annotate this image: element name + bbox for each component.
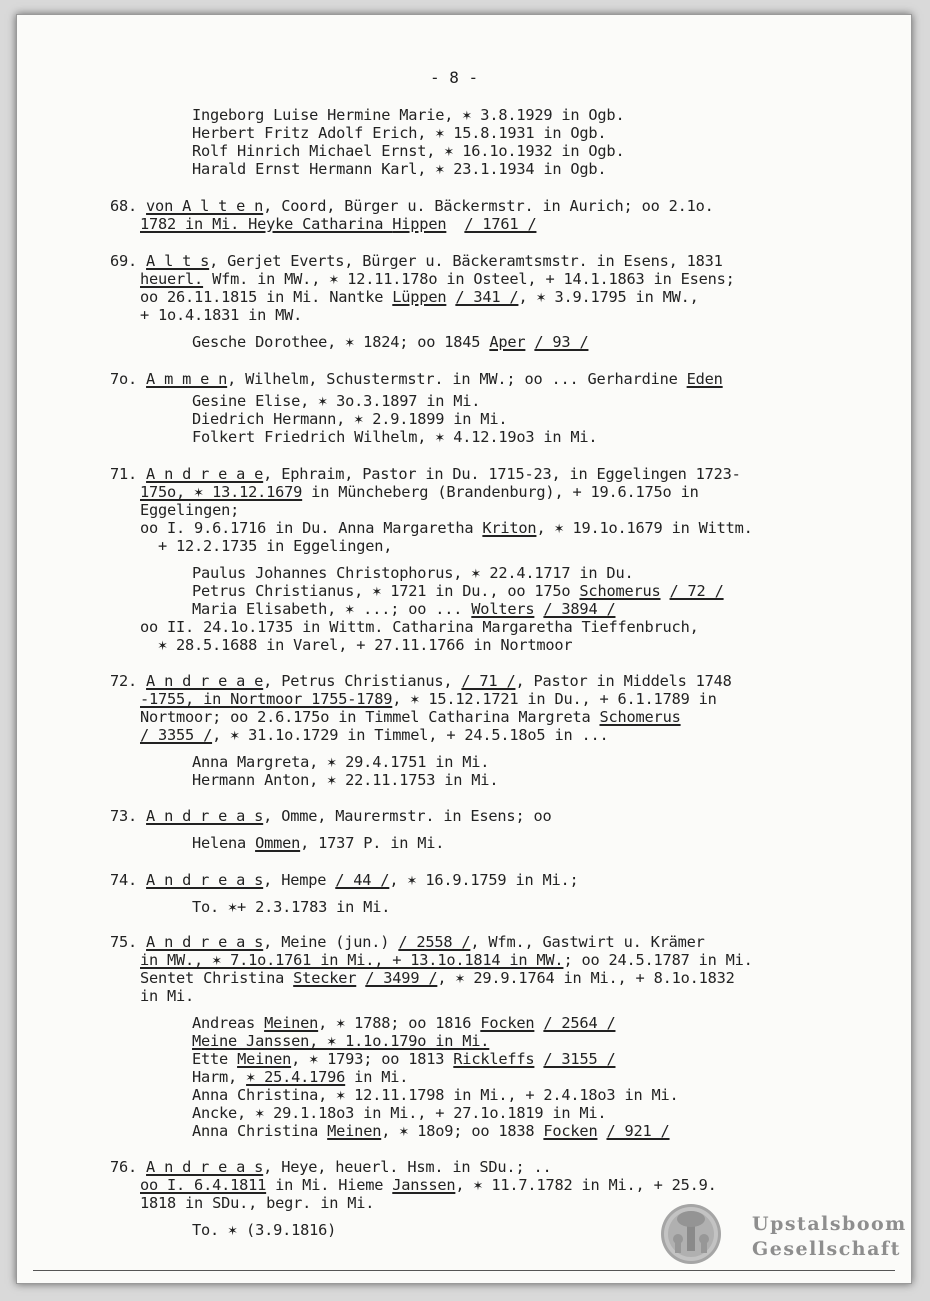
text-run xyxy=(661,582,670,600)
text-line-e76d xyxy=(192,1221,336,1239)
text-line-e73b xyxy=(192,834,444,852)
text-run: Herbert Fritz Adolf Erich, ✶ 15.8.1931 in Ogb. xyxy=(192,124,607,142)
text-run: , Wfm., Gastwirt u. Krämer xyxy=(470,933,705,951)
underlined-text: Aper xyxy=(489,333,526,351)
text-line-e69b xyxy=(140,270,735,288)
text-line-e75f xyxy=(192,1032,489,1050)
text-line-l1 xyxy=(192,106,624,124)
text-line-e71j xyxy=(158,636,572,654)
footer-rule xyxy=(33,1270,895,1271)
text-line-e75i xyxy=(192,1086,679,1104)
underlined-text: / 44 / xyxy=(335,871,390,889)
text-line-e69d xyxy=(140,306,302,324)
text-run: 7o. xyxy=(110,370,147,388)
text-run: , Meine (jun.) xyxy=(263,933,399,951)
text-line-e75e xyxy=(192,1014,615,1032)
text-run: Harm, xyxy=(192,1068,247,1086)
text-run: Ingeborg Luise Hermine Marie, ✶ 3.8.1929 in Ogb. xyxy=(192,106,625,124)
text-line-e68a xyxy=(110,197,714,215)
text-run: Gesine Elise, ✶ 3o.3.1897 in Mi. xyxy=(192,392,481,410)
text-run: Petrus Christianus, ✶ 1721 in Du., oo 175o xyxy=(192,582,580,600)
underlined-text: heuerl. xyxy=(140,270,204,288)
text-run: 1818 in SDu., begr. in Mi. xyxy=(140,1194,375,1212)
text-line-e75h xyxy=(192,1068,408,1086)
text-run: , ✶ 1793; oo 1813 xyxy=(291,1050,454,1068)
underlined-text: Schomerus xyxy=(599,708,681,726)
text-run: Folkert Friedrich Wilhelm, ✶ 4.12.19o3 in Mi. xyxy=(192,428,598,446)
underlined-text: A m m e n xyxy=(146,370,228,388)
underlined-text: / 921 / xyxy=(606,1122,670,1140)
text-run: , Ephraim, Pastor in Du. 1715-23, in Eggelingen 1723- xyxy=(263,465,741,483)
text-run: , Pastor in Middels 1748 xyxy=(515,672,732,690)
underlined-text: Meine Janssen, ✶ 1.1o.179o in Mi. xyxy=(192,1032,490,1050)
text-run: ; oo 24.5.1787 in Mi. xyxy=(563,951,753,969)
text-run: in Mi. xyxy=(140,987,195,1005)
underlined-text: Focken xyxy=(543,1122,598,1140)
text-run: , ✶ 18o9; oo 1838 xyxy=(381,1122,544,1140)
text-run: , Petrus Christianus, xyxy=(263,672,462,690)
text-run: , 1737 P. in Mi. xyxy=(300,834,445,852)
text-line-e70c xyxy=(192,410,507,428)
text-line-e71f xyxy=(192,564,633,582)
text-run: oo 26.11.1815 in Mi. Nantke xyxy=(140,288,393,306)
text-line-e71g xyxy=(192,582,724,600)
text-line-e71d xyxy=(140,519,753,537)
underlined-text: / 72 / xyxy=(669,582,724,600)
text-line-l2 xyxy=(192,124,606,142)
underlined-text: Schomerus xyxy=(579,582,661,600)
text-line-e75c xyxy=(140,969,735,987)
underlined-text: / 3355 / xyxy=(140,726,213,744)
underlined-text: / 2558 / xyxy=(398,933,471,951)
text-run: , ✶ 29.9.1764 in Mi., + 8.1o.1832 xyxy=(437,969,735,987)
underlined-text: / 2564 / xyxy=(543,1014,616,1032)
text-run: in Mi. Hieme xyxy=(266,1176,393,1194)
logo-text-line2: Gesellschaft xyxy=(752,1238,901,1260)
text-run: 73. xyxy=(110,807,147,825)
text-line-e71h xyxy=(192,600,615,618)
text-run: 76. xyxy=(110,1158,147,1176)
underlined-text: Kriton xyxy=(482,519,537,537)
text-run: , Omme, Maurermstr. in Esens; oo xyxy=(263,807,552,825)
underlined-text: Meinen xyxy=(237,1050,292,1068)
text-run: Rolf Hinrich Michael Ernst, ✶ 16.1o.1932 in Ogb. xyxy=(192,142,625,160)
text-run: in Müncheberg (Brandenburg), + 19.6.175o in xyxy=(302,483,699,501)
underlined-text: / 93 / xyxy=(534,333,589,351)
text-line-e75k xyxy=(192,1122,670,1140)
text-run xyxy=(356,969,365,987)
underlined-text: 175o, ✶ 13.12.1679 xyxy=(140,483,303,501)
text-run: 74. xyxy=(110,871,147,889)
text-run: Paulus Johannes Christophorus, ✶ 22.4.1717 in Du. xyxy=(192,564,634,582)
underlined-text: Rickleffs xyxy=(453,1050,535,1068)
text-line-l4 xyxy=(192,160,606,178)
text-line-e68b xyxy=(140,215,536,233)
underlined-text: / 71 / xyxy=(461,672,516,690)
text-run: , Wilhelm, Schustermstr. in MW.; oo ... Gerhardine xyxy=(227,370,687,388)
text-run: 69. xyxy=(110,252,147,270)
underlined-text: A n d r e a s xyxy=(146,1158,264,1176)
text-run: , Gerjet Everts, Bürger u. Bäckeramtsmstr. in Esens, 1831 xyxy=(209,252,723,270)
underlined-text: A l t s xyxy=(146,252,210,270)
text-run: Wfm. in MW., ✶ 12.11.178o in Osteel, + 14.1.1863 in Esens; xyxy=(203,270,735,288)
underlined-text: / 1761 / xyxy=(464,215,537,233)
underlined-text: Eden xyxy=(686,370,723,388)
underlined-text: in MW., ✶ 7.1o.1761 in Mi., + 13.1o.1814 in MW. xyxy=(140,951,564,969)
text-line-e76a xyxy=(110,1158,551,1176)
underlined-text: Janssen xyxy=(392,1176,456,1194)
underlined-text: Meinen xyxy=(327,1122,382,1140)
text-run: Ette xyxy=(192,1050,238,1068)
text-run: Harald Ernst Hermann Karl, ✶ 23.1.1934 in Ogb. xyxy=(192,160,607,178)
text-run: Eggelingen; xyxy=(140,501,240,519)
underlined-text: von A l t e n xyxy=(146,197,264,215)
text-run: , Coord, Bürger u. Bäckermstr. in Aurich; oo 2.1o. xyxy=(263,197,714,215)
text-run: oo I. 9.6.1716 in Du. Anna Margaretha xyxy=(140,519,483,537)
text-run: , ✶ 1788; oo 1816 xyxy=(318,1014,481,1032)
underlined-text: / 3894 / xyxy=(543,600,616,618)
text-run: , ✶ 31.1o.1729 in Timmel, + 24.5.18o5 in ... xyxy=(212,726,609,744)
text-line-e69a xyxy=(110,252,723,270)
underlined-text: A n d r e a s xyxy=(146,871,264,889)
text-run: To. ✶ (3.9.1816) xyxy=(192,1221,337,1239)
underlined-text: Lüppen xyxy=(392,288,447,306)
text-run: To. ✶+ 2.3.1783 in Mi. xyxy=(192,898,391,916)
text-run: , ✶ 3.9.1795 in MW., xyxy=(518,288,699,306)
underlined-text: A n d r e a e xyxy=(146,672,264,690)
text-line-e76b xyxy=(140,1176,717,1194)
upstalsboom-seal-icon xyxy=(660,1203,722,1265)
text-run: Hermann Anton, ✶ 22.11.1753 in Mi. xyxy=(192,771,499,789)
underlined-text: oo I. 6.4.1811 xyxy=(140,1176,267,1194)
text-run: , ✶ 11.7.1782 in Mi., + 25.9. xyxy=(455,1176,717,1194)
text-line-e75j xyxy=(192,1104,606,1122)
text-run: 68. xyxy=(110,197,147,215)
text-run: , ✶ 16.9.1759 in Mi.; xyxy=(389,871,579,889)
text-line-e74a xyxy=(110,871,579,889)
text-line-e70b xyxy=(192,392,480,410)
text-run: 72. xyxy=(110,672,147,690)
text-line-e75g xyxy=(192,1050,615,1068)
text-run: oo II. 24.1o.1735 in Wittm. Catharina Margaretha Tieffenbruch, xyxy=(140,618,699,636)
text-run: + 12.2.1735 in Eggelingen, xyxy=(158,537,393,555)
text-run: Maria Elisabeth, ✶ ...; oo ... xyxy=(192,600,472,618)
page-number: - 8 - xyxy=(430,68,479,87)
text-run xyxy=(446,288,455,306)
text-line-e72f xyxy=(192,771,498,789)
underlined-text: / 341 / xyxy=(455,288,519,306)
text-line-e72d xyxy=(140,726,609,744)
underlined-text: -1755, in Nortmoor 1755-1789 xyxy=(140,690,393,708)
text-line-e71e xyxy=(158,537,392,555)
underlined-text: A n d r e a s xyxy=(146,807,264,825)
underlined-text: Stecker xyxy=(293,969,357,987)
text-line-e72c xyxy=(140,708,681,726)
text-run: , ✶ 19.1o.1679 in Wittm. xyxy=(536,519,753,537)
text-line-e72e xyxy=(192,753,489,771)
text-run: Anna Margreta, ✶ 29.4.1751 in Mi. xyxy=(192,753,490,771)
underlined-text: Meinen xyxy=(264,1014,319,1032)
underlined-text: Hippen xyxy=(392,215,447,233)
text-line-e74b xyxy=(192,898,390,916)
text-run: 75. xyxy=(110,933,147,951)
text-line-e72b xyxy=(140,690,717,708)
text-run: Nortmoor; oo 2.6.175o in Timmel Catharina Margreta xyxy=(140,708,600,726)
underlined-text: 1782 in Mi. Heyke Catharina xyxy=(140,215,393,233)
underlined-text: A n d r e a e xyxy=(146,465,264,483)
underlined-text: A n d r e a s xyxy=(146,933,264,951)
text-line-e75d xyxy=(140,987,194,1005)
underlined-text: / 3155 / xyxy=(543,1050,616,1068)
text-line-e70a xyxy=(110,370,723,388)
text-line-e76c xyxy=(140,1194,374,1212)
text-line-e75a xyxy=(110,933,705,951)
text-run: Anna Christina xyxy=(192,1122,328,1140)
text-run: 71. xyxy=(110,465,147,483)
underlined-text: Focken xyxy=(480,1014,535,1032)
text-run: in Mi. xyxy=(345,1068,409,1086)
text-run: , Hempe xyxy=(263,871,336,889)
text-run: Diedrich Hermann, ✶ 2.9.1899 in Mi. xyxy=(192,410,508,428)
text-line-l3 xyxy=(192,142,624,160)
text-line-e71b xyxy=(140,483,699,501)
underlined-text: Wolters xyxy=(471,600,535,618)
text-line-e69c xyxy=(140,288,699,306)
text-line-e75b xyxy=(140,951,753,969)
text-run: Andreas xyxy=(192,1014,265,1032)
text-run: Gesche Dorothee, ✶ 1824; oo 1845 xyxy=(192,333,490,351)
logo-text-line1: Upstalsboom xyxy=(752,1213,907,1235)
underlined-text: ✶ 25.4.1796 xyxy=(246,1068,346,1086)
text-run xyxy=(446,215,464,233)
text-run: Helena xyxy=(192,834,256,852)
text-run: ✶ 28.5.1688 in Varel, + 27.11.1766 in Nortmoor xyxy=(158,636,573,654)
text-run: Sentet Christina xyxy=(140,969,294,987)
text-run: Anna Christina, ✶ 12.11.1798 in Mi., + 2.4.18o3 in Mi. xyxy=(192,1086,679,1104)
text-line-e71a xyxy=(110,465,741,483)
underlined-text: Ommen xyxy=(255,834,301,852)
text-line-e73a xyxy=(110,807,551,825)
text-line-e70d xyxy=(192,428,597,446)
text-line-e69e xyxy=(192,333,588,351)
text-run: , ✶ 15.12.1721 in Du., + 6.1.1789 in xyxy=(392,690,717,708)
text-line-e71i xyxy=(140,618,699,636)
underlined-text: / 3499 / xyxy=(365,969,438,987)
text-line-e72a xyxy=(110,672,732,690)
text-line-e71c xyxy=(140,501,239,519)
text-run: Ancke, ✶ 29.1.18o3 in Mi., + 27.1o.1819 in Mi. xyxy=(192,1104,607,1122)
text-run: , Heye, heuerl. Hsm. in SDu.; .. xyxy=(263,1158,552,1176)
text-run: + 1o.4.1831 in MW. xyxy=(140,306,303,324)
